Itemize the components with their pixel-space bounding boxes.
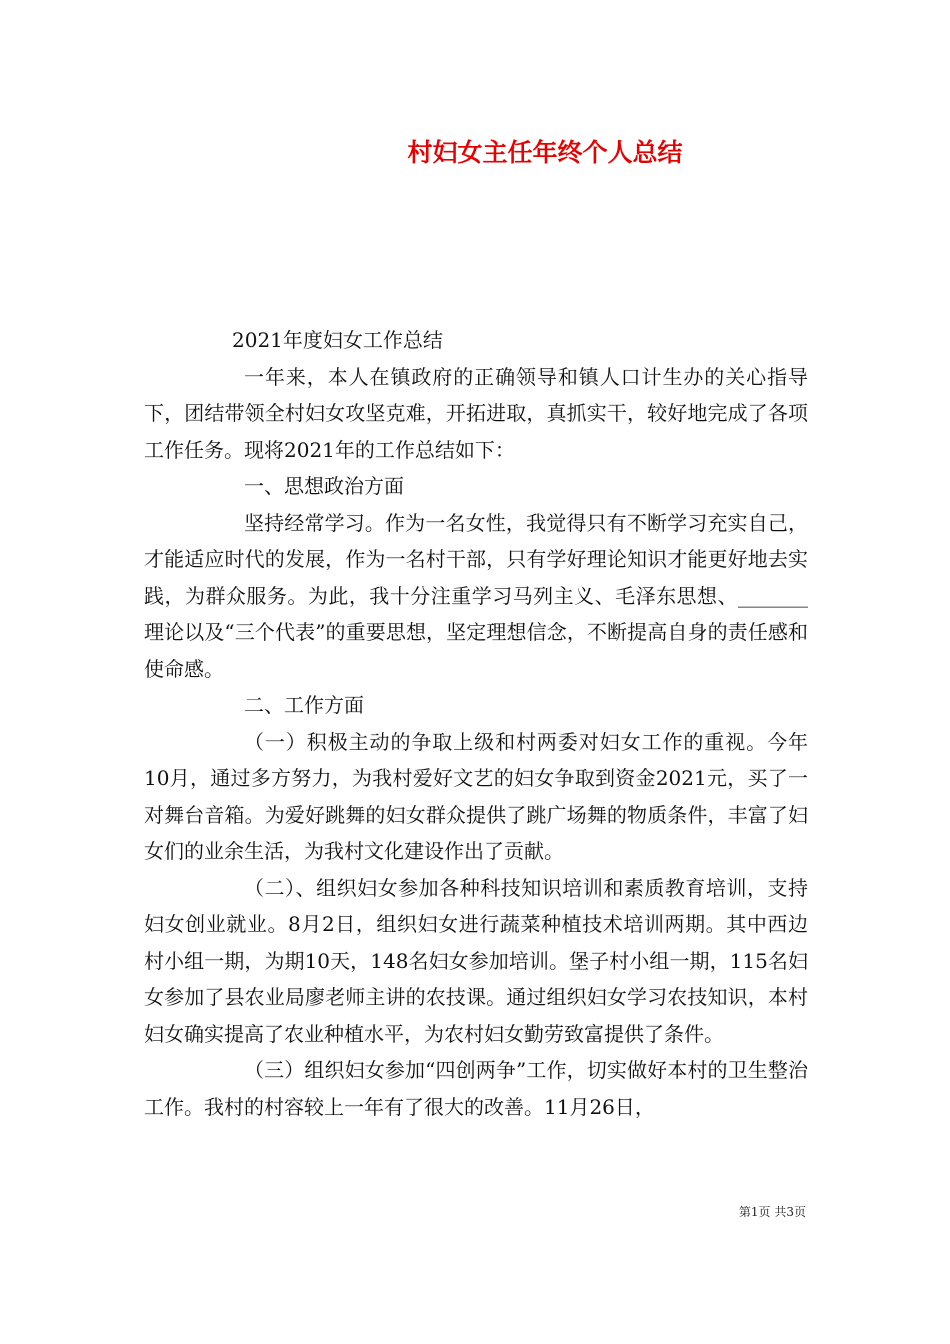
paragraph-thought: 坚持经常学习。作为一名女性，我觉得只有不断学习充实自己，才能适应时代的发展，作为一名村干部，只有学好理论知识才能更好地去实践，为群众服务。为此，我十分注重学习马列主义、毛泽东思想、_______理论以及“三个代表”的重要思想，坚定理想信念，不断提高自身的责任感和使命感。 [144,510,808,681]
paragraph-intro: 一年来，本人在镇政府的正确领导和镇人口计生办的关心指导下，团结带领全村妇女攻坚克难，开拓进取，真抓实干，较好地完成了各项工作任务。现将2021年的工作总结如下： [144,364,808,462]
document-subtitle: 2021年度妇女工作总结 [232,328,443,352]
document-title: 村妇女主任年终个人总结 [407,138,683,167]
document-body [144,322,808,1125]
section-heading-work: 二、工作方面 [244,693,364,717]
section-heading-thought: 一、思想政治方面 [244,474,404,498]
paragraph-work-2: （二）、组织妇女参加各种科技知识培训和素质教育培训，支持妇女创业就业。8月2日，组织妇女进行蔬菜种植技术培训两期。其中西边村小组一期，为期10天，148名妇女参加培训。堡子村小组一期，115名妇女参加了县农业局廖老师主讲的农技课。通过组织妇女学习农技知识，本村妇女确实提高了农业种植水平，为农村妇女勤劳致富提供了条件。 [144,875,808,1046]
paragraph-work-3: （三）组织妇女参加“四创两争”工作，切实做好本村的卫生整治工作。我村的村容较上一年有了很大的改善。11月26日， [144,1058,808,1119]
paragraph-work-1: （一）积极主动的争取上级和村两委对妇女工作的重视。今年10月，通过多方努力，为我村爱好文艺的妇女争取到资金2021元，买了一对舞台音箱。为爱好跳舞的妇女群众提供了跳广场舞的物质条件，丰富了妇女们的业余生活，为我村文化建设作出了贡献。 [144,729,808,863]
page-number: 第1页 共3页 [738,1205,806,1219]
